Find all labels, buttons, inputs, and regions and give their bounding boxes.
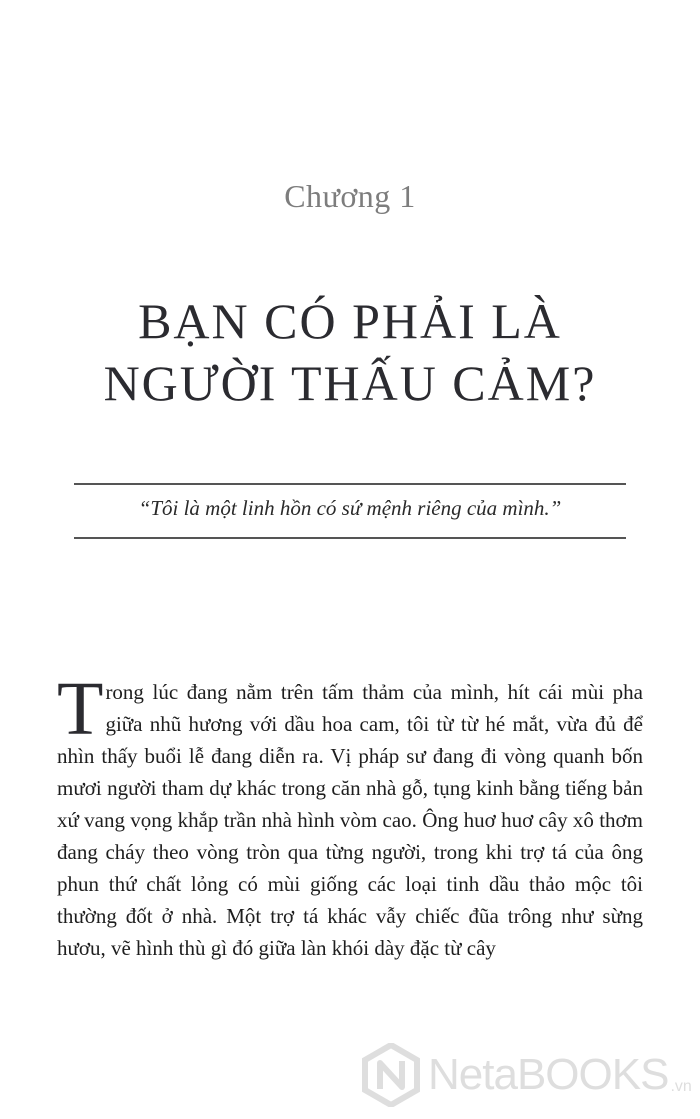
watermark-suffix: .vn [670, 1078, 692, 1095]
body-text: rong lúc đang nằm trên tấm thảm của mình, hít cái mùi pha giữa nhũ hương với dầu hoa cam, tôi từ từ hé mắt, vừa đủ để nhìn thấy buổi lễ đang diễn ra. Vị pháp sư đang đi vòng quanh bốn mươi người tham dự khác trong căn nhà gỗ, tụng kinh bằng tiếng bản xứ vang vọng khắp trần nhà hình vòm cao. Ông huơ huơ cây xô thơm đang cháy theo vòng tròn qua từng người, trong khi trợ tá của ông phun thứ chất lỏng có mùi giống các loại tinh dầu thảo mộc tôi thường đốt ở nhà. Một trợ tá khác vẫy chiếc đũa trông như sừng hươu, vẽ hình thù gì đó giữa làn khói dày đặc từ cây [57, 680, 643, 960]
netabooks-logo-icon [362, 1043, 420, 1107]
chapter-label: Chương 1 [284, 178, 416, 214]
epigraph-bottom-rule [74, 537, 626, 539]
epigraph: “Tôi là một linh hồn có sứ mệnh riêng của mình.” [138, 496, 562, 520]
drop-cap: T [57, 667, 104, 751]
epigraph-top-rule [74, 483, 626, 485]
body-paragraph [57, 667, 643, 964]
chapter-title-line-1: BẠN CÓ PHẢI LÀ [138, 293, 562, 349]
watermark-brand: NetaBOOKS [428, 1050, 669, 1099]
chapter-title-line-2: NGƯỜI THẤU CẢM? [103, 355, 597, 411]
watermark [362, 1040, 692, 1110]
chapter-title [0, 290, 700, 414]
